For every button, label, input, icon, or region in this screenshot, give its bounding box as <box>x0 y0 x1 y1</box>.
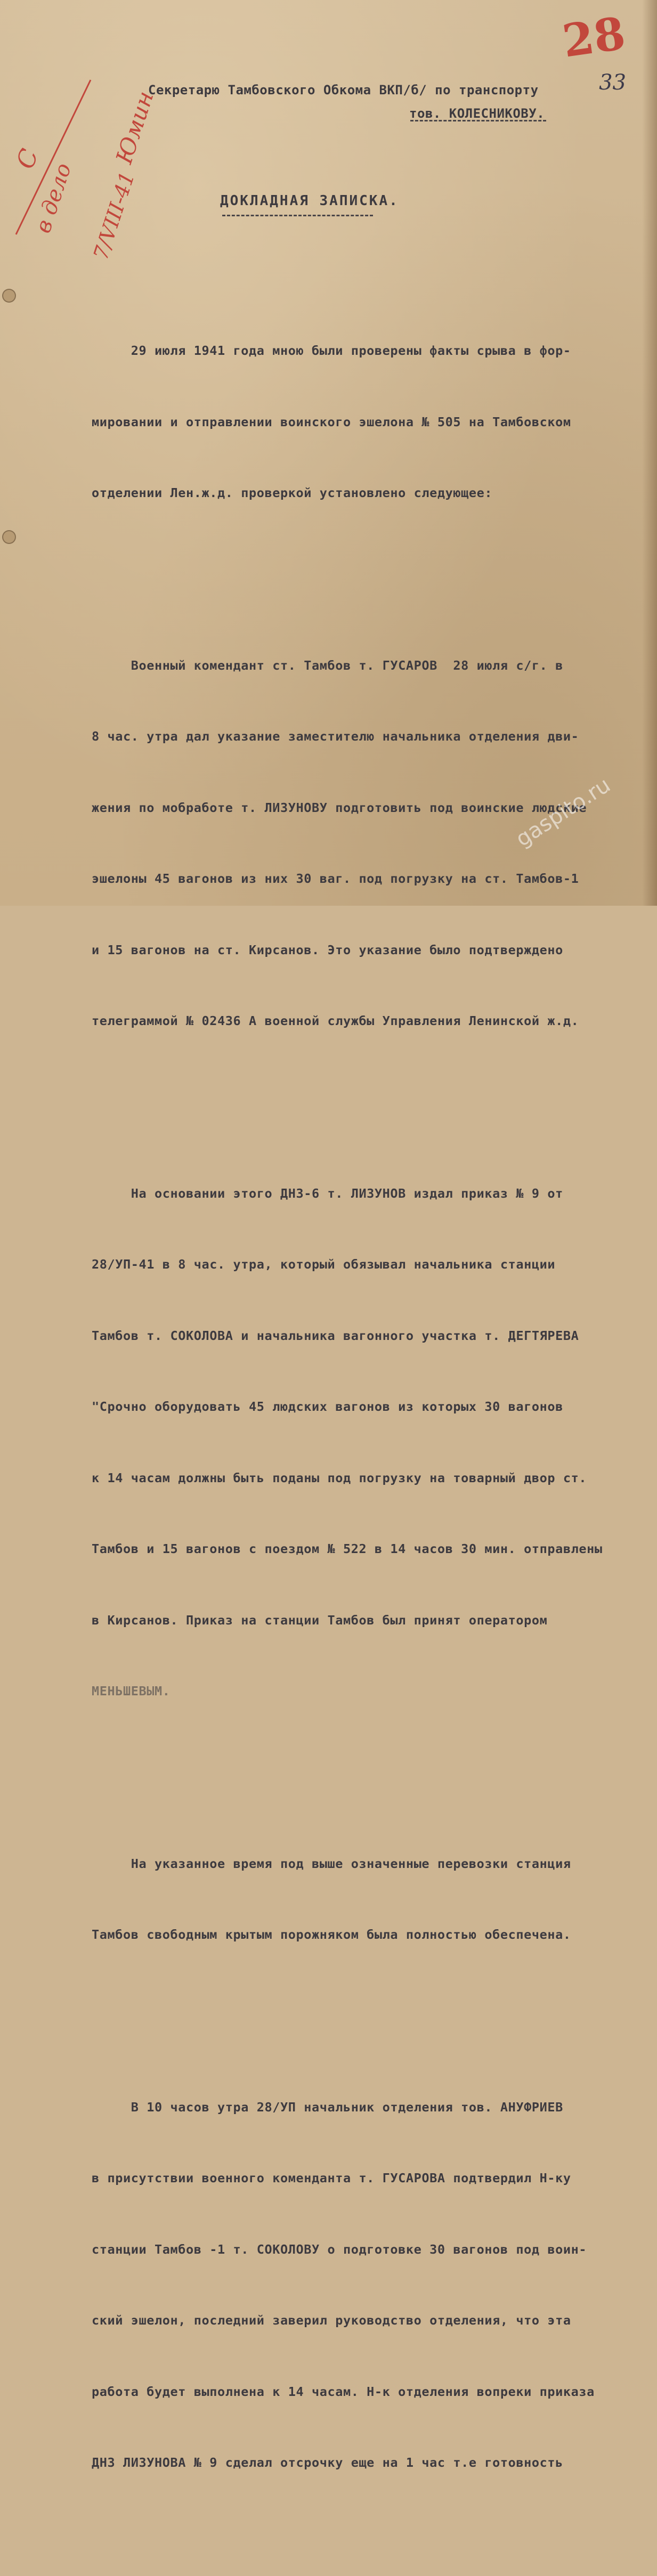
document-body <box>92 244 656 2576</box>
text-line: телеграммой № 02436 А военной службы Управления Ленинской ж.д. <box>92 1013 579 1028</box>
paragraph <box>92 1134 656 1751</box>
text-line: станции Тамбов -1 т. СОКОЛОВУ о подготовке 30 вагонов под воин- <box>92 2241 587 2257</box>
watermark: gaspito.ru <box>512 773 615 852</box>
text-line: Тамбов и 15 вагонов с поездом № 522 в 14 часов 30 мин. отправлены <box>92 1541 603 1556</box>
text-line: Тамбов свободным крытым порожняком была полностью обеспечена. <box>92 1927 571 1942</box>
text-line: На указанное время под выше означенные перевозки станция <box>92 1856 571 1871</box>
resolution-mark: С <box>10 145 44 173</box>
text-line: 28/УП-41 в 8 час. утра, который обязывал начальника станции <box>92 1257 556 1272</box>
paragraph <box>92 2048 656 2522</box>
text-line: 8 час. утра дал указание заместителю начальника отделения дви- <box>92 729 579 744</box>
text-line: В 10 часов утра 28/УП начальник отделения тов. АНУФРИЕВ <box>92 2099 563 2115</box>
resolution-date: 7/VIII-41 <box>88 168 140 263</box>
text-line: мировании и отправлении воинского эшелона № 505 на Тамбовском <box>92 414 571 429</box>
text-line: жения по мобработе т. ЛИЗУНОВУ подготовить под воинские людские <box>92 800 587 815</box>
title-underline <box>222 215 373 216</box>
text-line: отделении Лен.ж.д. проверкой установлено следующее: <box>92 485 493 500</box>
resolution-text-1: в дело <box>30 160 77 237</box>
addressee-underline <box>410 120 546 121</box>
addressee-line-1: Секретарю Тамбовского Обкома ВКП/б/ по транспорту <box>148 83 539 97</box>
punch-hole <box>2 530 16 544</box>
paragraph <box>92 606 656 1080</box>
page-number-red: 28 <box>559 6 629 68</box>
resolution-text-2: Юмин <box>110 88 159 167</box>
page-number-ink: 33 <box>599 70 626 95</box>
addressee-block <box>148 78 564 125</box>
text-line: 29 июля 1941 года мною были проверены факты срыва в фор- <box>92 343 571 358</box>
paragraph <box>92 1805 656 1994</box>
punch-hole <box>2 289 16 303</box>
text-line: работа будет выполнена к 14 часам. Н-к отделения вопреки приказа <box>92 2384 595 2399</box>
paragraph <box>92 291 656 552</box>
text-line: в присутствии военного коменданта т. ГУСАРОВА подтвердил Н-ку <box>92 2171 571 2185</box>
text-line: эшелоны 45 вагонов из них 30 ваг. под погрузку на ст. Тамбов-1 <box>92 871 579 886</box>
addressee-line-2: тов. КОЛЕСНИКОВУ. <box>409 106 545 121</box>
text-line: На основании этого ДНЗ-6 т. ЛИЗУНОВ издал приказ № 9 от <box>92 1185 563 1201</box>
text-line: Военный комендант ст. Тамбов т. ГУСАРОВ 28 июля с/г. в <box>92 657 563 673</box>
text-line: в Кирсанов. Приказ на станции Тамбов был принят оператором <box>92 1612 548 1628</box>
text-line: "Срочно оборудовать 45 людских вагонов из которых 30 вагонов <box>92 1399 563 1414</box>
text-line: ский эшелон, последний заверил руководство отделения, что эта <box>92 2313 571 2328</box>
text-line: ДНЗ ЛИЗУНОВА № 9 сделал отсрочку еще на 1 час т.е готовность <box>92 2455 563 2470</box>
text-line: Тамбов т. СОКОЛОВА и начальника вагонного участка т. ДЕГТЯРЕВА <box>92 1328 579 1343</box>
document-title: ДОКЛАДНАЯ ЗАПИСКА. <box>220 193 399 209</box>
text-line: МЕНЬШЕВЫМ. <box>92 1684 171 1699</box>
text-line: к 14 часам должны быть поданы под погрузку на товарный двор ст. <box>92 1470 587 1485</box>
text-line: и 15 вагонов на ст. Кирсанов. Это указание было подтверждено <box>92 942 563 957</box>
